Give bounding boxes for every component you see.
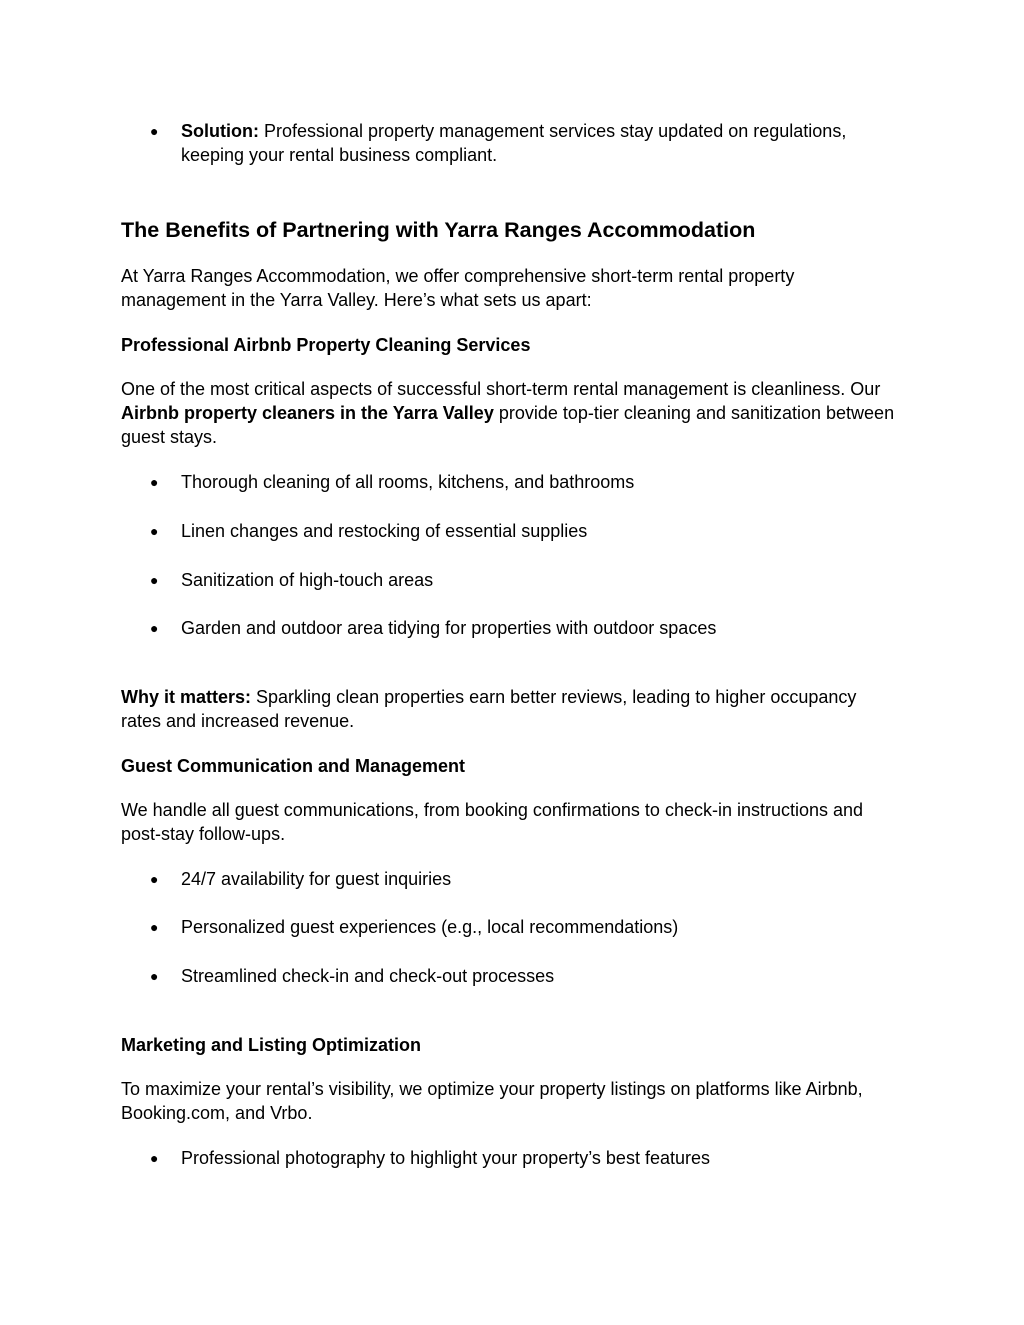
list-item <box>0 1146 1024 1172</box>
cleaning-para-end: provide top-tier cleaning and sanitization between guest stays. <box>121 403 895 447</box>
bullet-icon: ● <box>150 620 159 636</box>
bullet-icon: ● <box>150 968 159 984</box>
list-item-text: Thorough cleaning of all rooms, kitchens, and bathrooms <box>181 472 635 492</box>
subheading-guest-communication: Guest Communication and Management <box>121 756 466 776</box>
section-heading-benefits: The Benefits of Partnering with Yarra Ranges Accommodation <box>121 218 756 242</box>
solution-label: Solution: <box>181 121 259 141</box>
why-text: Sparkling clean properties earn better reviews, leading to higher occupancy rates and increased revenue. <box>121 687 857 731</box>
list-item <box>0 470 1024 496</box>
benefits-intro-paragraph: At Yarra Ranges Accommodation, we offer comprehensive short-term rental property management in the Yarra Valley. Here’s what sets us apart: <box>121 266 795 310</box>
bullet-icon: ● <box>150 919 159 935</box>
list-item-text: Personalized guest experiences (e.g., local recommendations) <box>181 917 679 937</box>
list-item-text: 24/7 availability for guest inquiries <box>181 869 452 889</box>
list-item-text: Sanitization of high-touch areas <box>181 570 434 590</box>
list-item <box>0 964 1024 990</box>
list-item-text: Professional photography to highlight your property’s best features <box>181 1148 710 1168</box>
bullet-icon: ● <box>150 523 159 539</box>
list-item-text <box>181 119 881 167</box>
list-item <box>0 915 1024 941</box>
why-it-matters-paragraph <box>121 685 891 733</box>
list-item <box>0 519 1024 545</box>
bullet-icon: ● <box>150 871 159 887</box>
list-item <box>0 867 1024 893</box>
marketing-paragraph: To maximize your rental’s visibility, we optimize your property listings on platforms like Airbnb, Booking.com, and Vrbo. <box>121 1079 863 1123</box>
subheading-cleaning: Professional Airbnb Property Cleaning Services <box>121 335 531 355</box>
list-item-text: Garden and outdoor area tidying for properties with outdoor spaces <box>181 618 717 638</box>
list-item-text: Streamlined check-in and check-out processes <box>181 966 555 986</box>
cleaning-para-start: One of the most critical aspects of successful short-term rental management is cleanliness. Our <box>121 379 881 399</box>
bullet-icon: ● <box>150 572 159 588</box>
bullet-icon: ● <box>150 123 159 139</box>
list-item-text: Linen changes and restocking of essential supplies <box>181 521 588 541</box>
subheading-marketing: Marketing and Listing Optimization <box>121 1035 422 1055</box>
list-item <box>0 568 1024 594</box>
cleaning-paragraph <box>121 377 906 449</box>
list-item <box>0 616 1024 642</box>
bullet-icon: ● <box>150 1150 159 1166</box>
solution-text: Professional property management services stay updated on regulations, keeping your rental business compliant. <box>181 121 847 165</box>
why-label: Why it matters: <box>121 687 252 707</box>
guest-paragraph: We handle all guest communications, from booking confirmations to check-in instructions and post-stay follow-ups. <box>121 800 864 844</box>
cleaning-para-bold: Airbnb property cleaners in the Yarra Valley <box>121 403 494 423</box>
bullet-icon: ● <box>150 474 159 490</box>
list-item-solution <box>0 119 1024 169</box>
